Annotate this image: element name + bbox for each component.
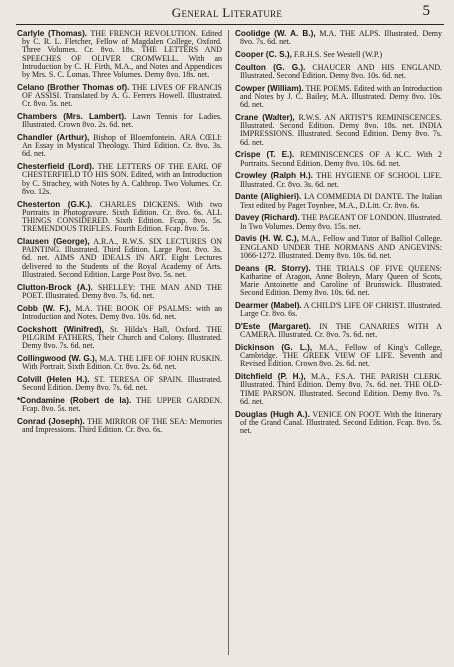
entry-author: Coolidge (W. A. B.),: [235, 29, 316, 38]
catalogue-entry: [17, 326, 222, 351]
entry-author: Crispe (T. E.).: [235, 150, 295, 160]
column-divider: [228, 30, 229, 655]
entry-author: Douglas (Hugh A.).: [235, 409, 310, 419]
entry-text: ST. TERESA OF SPAIN. Illustrated. Second Edition. Demy 8vo. 7s. 6d. net.: [22, 374, 223, 393]
entry-author: Celano (Brother Thomas of).: [17, 82, 130, 92]
entry-text: SHELLEY: THE MAN AND THE POET. Illustrated. Demy 8vo. 7s. 6d. net.: [22, 282, 222, 300]
catalogue-entry: [17, 397, 222, 413]
entry-text: THE MIRROR OF THE SEA: Memories and Impressions. Third Edition. Cr. 8vo. 6s.: [22, 416, 222, 435]
catalogue-entry: [235, 151, 442, 167]
entry-author: Deans (R. Storry).: [235, 263, 311, 273]
catalogue-entry: [235, 411, 442, 436]
catalogue-entry: [235, 30, 442, 46]
entry-author: Cowper (William).: [235, 83, 304, 93]
entry-author: Dante (Alighieri).: [235, 192, 302, 202]
page-number: 5: [422, 3, 430, 19]
entry-text: M.A. THE LIFE OF JOHN RUSKIN. With Portrait. Sixth Edition. Cr. 8vo. 2s. 6d. net.: [22, 353, 223, 372]
entry-author: Chesterfield (Lord).: [17, 162, 95, 172]
entry-text: A CHILD'S LIFE OF CHRIST. Illustrated. Large Cr. 8vo. 6s.: [240, 301, 443, 319]
catalogue-entry: [235, 323, 442, 339]
entry-author: Crane (Walter),: [235, 113, 295, 122]
entry-text: THE UPPER GARDEN. Fcap. 8vo. 5s. net.: [22, 395, 222, 414]
entry-text: R.W.S. AN ARTIST'S REMINISCENCES. Illustrated. Second Edition. Demy 8vo. 18s. net. INDIA IMPRESSIONS. Illustrated. Second Edition. Demy 8vo. 7s. 6d. net.: [240, 113, 443, 147]
entry-author: Dearmer (Mabel).: [235, 301, 302, 311]
entry-text: THE FRENCH REVOLUTION. Edited by C. R. L. Fletcher, Fellow of Magdalen College, Oxford. Three Volumes. Cr. 8vo. 18s. THE LETTERS AND SPEECHES OF OLIVER CROMWELL. With an Introduction by C. H. Firth, M.A., and Notes and Appendices by Mrs. S. C. Lomas. Three Volumes. Demy 8vo. 18s. net.: [22, 29, 223, 80]
entry-author: Coulton (G. G.).: [235, 62, 306, 72]
page-header: [0, 4, 454, 26]
entry-text: THE TRIALS OF FIVE QUEENS: Katharine of Aragon, Anne Boleyn, Mary Queen of Scots, Marie Antoinette and Caroline of Brunswick. Illustrated. Second Edition. Demy 8vo. 10s. 6d. net.: [240, 263, 443, 298]
catalogue-entry: [17, 84, 222, 109]
entry-text: M.A., F.S.A. THE PARISH CLERK. Illustrated. Third Edition. Demy 8vo. 7s. 6d. net. THE OLD-TIME PARSON. Illustrated. Second Edition. Demy 8vo. 7s. 6d. net.: [240, 372, 442, 406]
catalogue-entry: [235, 235, 442, 260]
left-column: [17, 30, 222, 659]
catalogue-entry: [17, 376, 222, 392]
entry-author: Davis (H. W. C.),: [235, 234, 299, 244]
entry-author: Dickinson (G. L.),: [235, 343, 313, 353]
catalogue-entry: [235, 114, 442, 147]
catalogue-entry: [17, 113, 222, 129]
entry-text: Lawn Tennis for Ladies. Illustrated. Crown 8vo. 2s. 6d. net.: [22, 112, 223, 130]
entry-text: THE PAGEANT OF LONDON. Illustrated. In Two Volumes. Demy 8vo. 15s. net.: [240, 213, 443, 231]
entry-text: F.R.H.S. See Westell (W.P.): [293, 50, 383, 59]
entry-author: Cobb (W. F.),: [17, 303, 71, 313]
entry-text: THE HYGIENE OF SCHOOL LIFE. Illustrated. Cr. 8vo. 3s. 6d. net.: [240, 171, 443, 189]
catalogue-entry: [235, 51, 442, 59]
catalogue-entry: [235, 172, 442, 188]
catalogue-entry: [235, 302, 442, 318]
entry-text: IN THE CANARIES WITH A CAMERA. Illustrated. Cr. 8vo. 7s. 6d. net.: [240, 322, 443, 340]
entry-author: Collingwood (W. G.),: [17, 353, 98, 363]
catalogue-entry: [235, 344, 442, 369]
catalogue-entry: [235, 193, 442, 209]
entry-text: THE LETTERS OF THE EARL OF CHESTERFIELD TO HIS SON. Edited, with an Introduction by C. Strachey, with Notes by A. Calthrop. Two Volumes. Cr. 8vo. 12s.: [22, 162, 223, 196]
catalogue-entry: [235, 64, 442, 80]
entry-author: Carlyle (Thomas).: [17, 29, 88, 38]
entry-author: Ditchfield (P. H.),: [235, 372, 306, 382]
entry-author: Crowley (Ralph H.).: [235, 171, 313, 181]
catalogue-entry: [17, 134, 222, 159]
catalogue-entry: [17, 355, 222, 371]
entry-text: REMINISCENCES OF A K.C. With 2 Portraits. Second Edition. Demy 8vo. 10s. 6d. net.: [240, 150, 442, 168]
entry-text: CHAUCER AND HIS ENGLAND. Illustrated. Second Edition. Demy 8vo. 10s. 6d. net.: [240, 62, 443, 80]
entry-text: M.A. THE ALPS. Illustrated. Demy 8vo. 7s. 6d. net.: [240, 29, 443, 47]
catalogue-entry: [17, 305, 222, 321]
catalogue-entry: [235, 373, 442, 406]
entry-author: Colvill (Helen H.).: [17, 374, 90, 384]
entry-text: LA COMMEDIA DI DANTE. The Italian Text edited by Paget Toynbee, M.A., D.Litt. Cr. 8vo. 6s.: [240, 192, 442, 210]
entry-text: CHARLES DICKENS. With two Portraits in Photogravure. Sixth Edition. Cr. 8vo. 6s. ALL THINGS CONSIDERED. Sixth Edition. Fcap. 8vo. 5s. TREMENDOUS TRIFLES. Fourth Edition. Fcap. 8vo. 5s.: [22, 199, 222, 234]
entry-author: Chesterton (G.K.).: [17, 199, 93, 209]
entry-author: Cockshott (Winifred),: [17, 324, 104, 334]
entry-author: Davey (Richard).: [235, 213, 300, 223]
catalogue-entry: [17, 30, 222, 79]
catalogue-entry: [17, 163, 222, 196]
entry-text: A.R.A., R.W.S. SIX LECTURES ON PAINTING. Illustrated. Third Edition. Large Post. 8vo. 3s. 6d. net. AIMS AND IDEALS IN ART. Eight Lectures delivered to the Students of the Royal Academy of Arts. Illustrated. Second Edition. Large Post 8vo. 5s. net.: [22, 237, 222, 279]
header-rule: [16, 24, 444, 25]
entry-text: St. Hilda's Hall, Oxford. THE PILGRIM FATHERS, Their Church and Colony. Illustrated. Demy 8vo. 7s. 6d. net.: [22, 324, 222, 351]
entry-author: Clutton-Brock (A.).: [17, 282, 93, 292]
right-column: [235, 30, 442, 659]
page-title: General Literature: [171, 5, 283, 20]
entry-text: VENICE ON FOOT. With the Itinerary of the Grand Canal. Illustrated. Second Edition. Fcap. 8vo. 5s. net.: [240, 409, 442, 436]
entry-author: Cooper (C. S.),: [235, 50, 292, 59]
entry-author: *Condamine (Robert de la).: [17, 395, 132, 405]
catalogue-entry: [235, 265, 442, 298]
entry-author: Chambers (Mrs. Lambert).: [17, 112, 127, 122]
entry-text: THE POEMS. Edited with an Introduction and Notes by J. C. Bailey, M.A. Illustrated. Demy 8vo. 10s. 6d. net.: [240, 83, 443, 110]
catalogue-entry: [17, 201, 222, 234]
entry-text: M.A. THE BOOK OF PSALMS: with an Introduction and Notes. Demy 8vo. 10s. 6d. net.: [22, 303, 223, 321]
entry-text: THE LIVES OF FRANCIS OF ASSISI. Translated by A. G. Ferrers Howell. Illustrated. Cr. 8vo. 5s. net.: [22, 82, 222, 109]
entry-author: Chandler (Arthur),: [17, 133, 90, 143]
entry-author: D'Este (Margaret).: [235, 322, 311, 332]
entry-author: Clausen (George),: [17, 237, 90, 247]
entry-text: M.A., Fellow of King's College, Cambridge. THE GREEK VIEW OF LIFE. Seventh and Revised Edition. Crown 8vo. 2s. 6d. net.: [240, 343, 442, 369]
entry-text: Bishop of Bloemfontein. ARA CŒLI: An Essay in Mystical Theology. Third Edition. Cr. 8vo. 3s. 6d. net.: [22, 133, 222, 159]
entry-author: Conrad (Joseph).: [17, 416, 85, 426]
catalogue-entry: [17, 418, 222, 434]
catalogue-entry: [17, 238, 222, 279]
entry-text: M.A., Fellow and Tutor of Balliol College. ENGLAND UNDER THE NORMANS AND ANGEVINS: 1066-1272. Illustrated. Demy 8vo. 10s. 6d. net.: [240, 234, 443, 260]
catalogue-entry: [235, 214, 442, 230]
catalogue-entry: [17, 284, 222, 300]
catalogue-entry: [235, 85, 442, 110]
